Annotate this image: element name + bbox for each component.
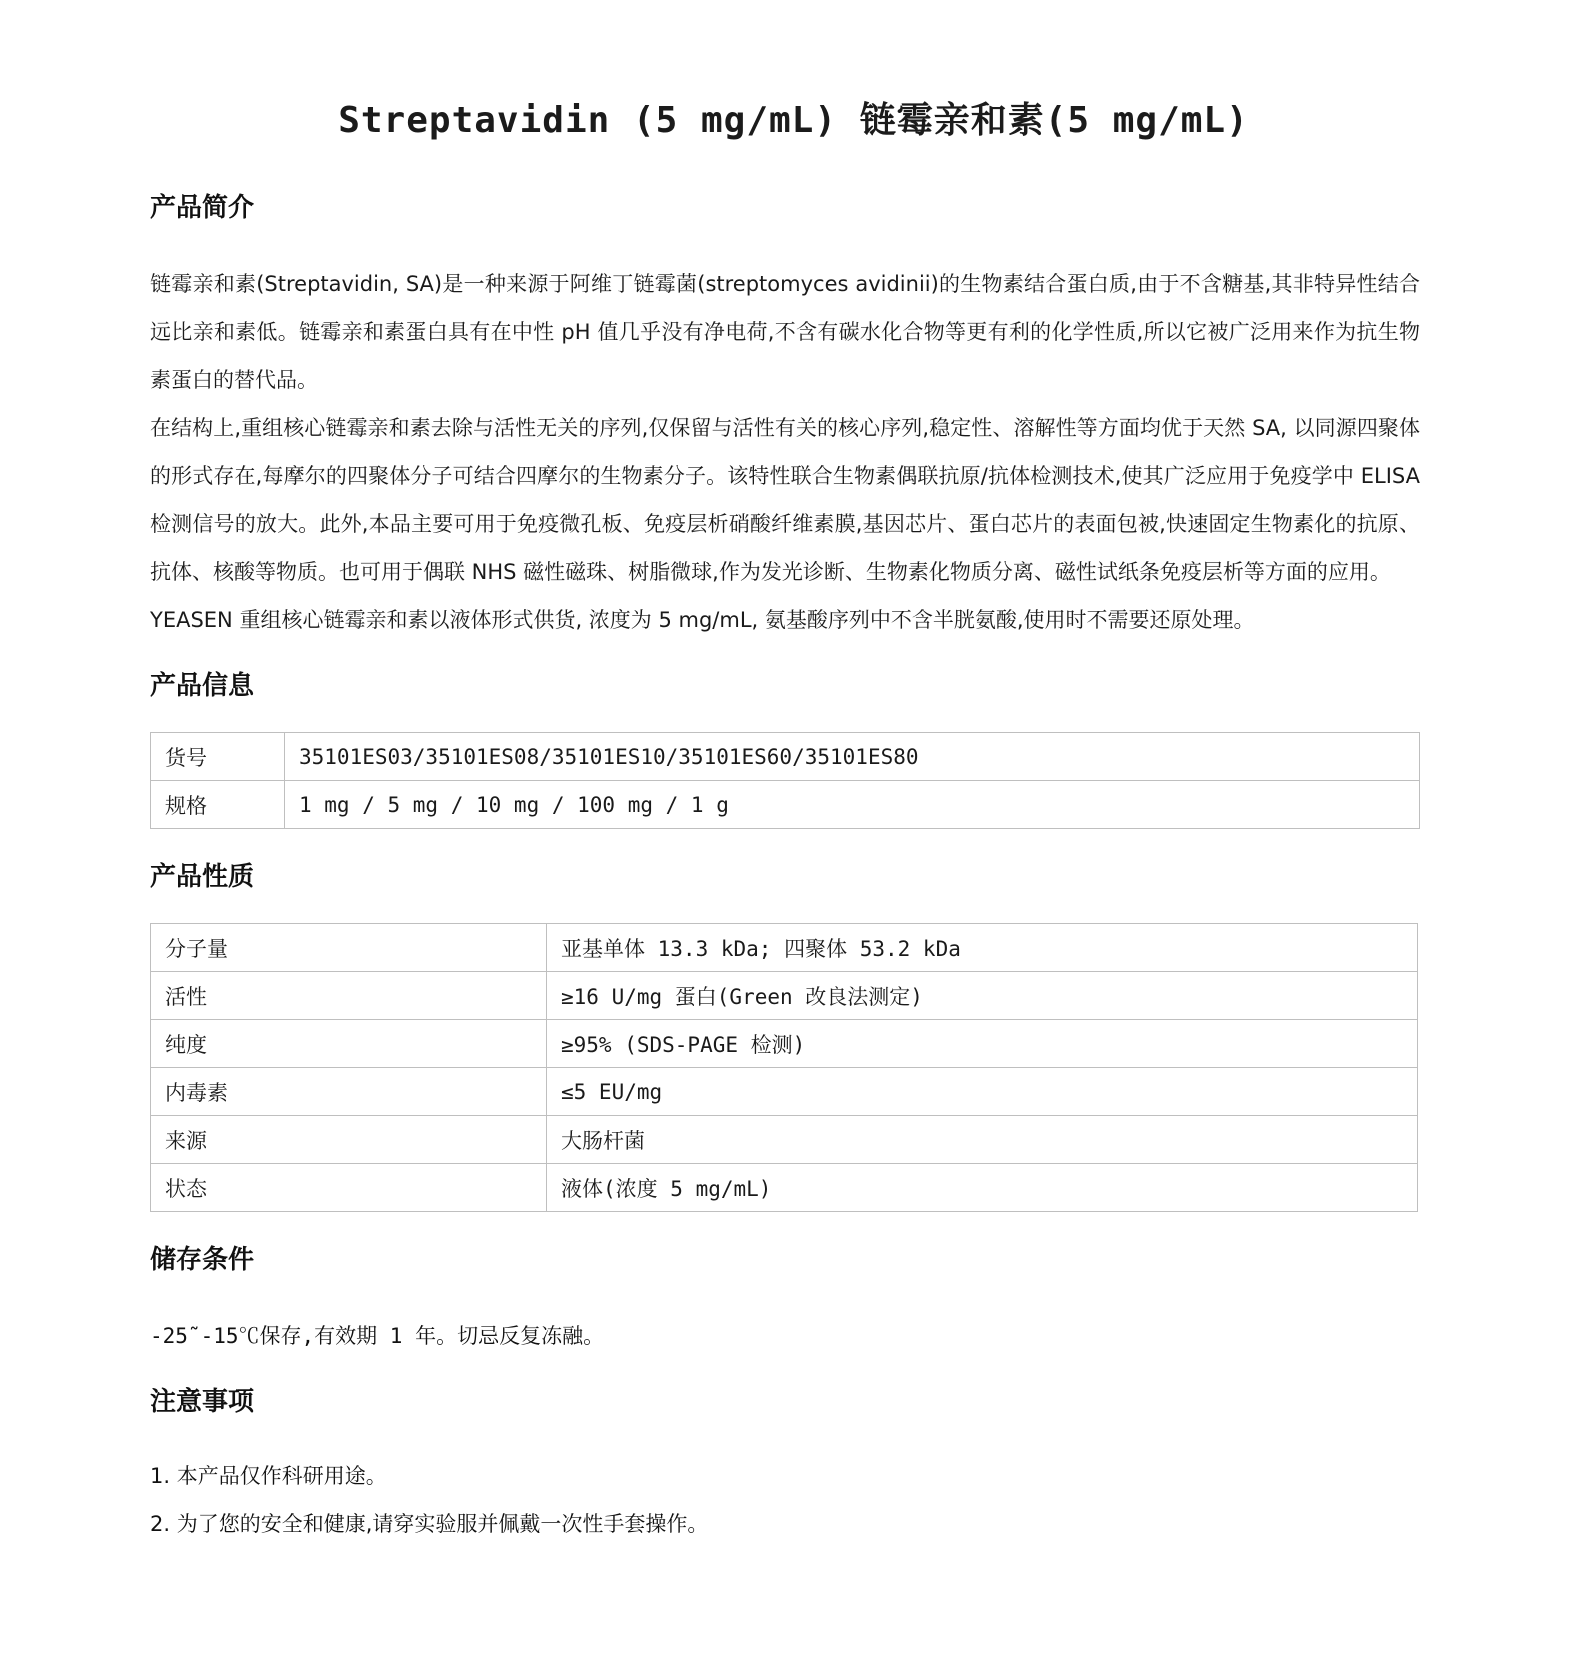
property-key: 纯度	[151, 1020, 547, 1068]
table-row	[151, 781, 1420, 829]
intro-paragraph: YEASEN 重组核心链霉亲和素以液体形式供货, 浓度为 5 mg/mL, 氨基酸序列中不含半胱氨酸,使用时不需要还原处理。	[150, 608, 1255, 632]
product-properties-table	[150, 923, 1418, 1212]
intro-heading: 产品简介	[150, 193, 255, 223]
property-value: 液体(浓度 5 mg/mL)	[547, 1164, 1418, 1212]
table-row	[151, 1164, 1418, 1212]
document-body	[150, 180, 1420, 1548]
property-value: ≥95% (SDS-PAGE 检测)	[547, 1020, 1418, 1068]
notes-list	[150, 1452, 1420, 1548]
property-key: 分子量	[151, 924, 547, 972]
page-title: Streptavidin (5 mg/mL) 链霉亲和素(5 mg/mL)	[338, 100, 1249, 141]
property-key: 状态	[151, 1164, 547, 1212]
intro-paragraph: 在结构上,重组核心链霉亲和素去除与活性无关的序列,仅保留与活性有关的核心序列,稳定性、溶解性等方面均优于天然 SA, 以同源四聚体的形式存在,每摩尔的四聚体分子可结合四摩尔的生物素分子。该特性联合生物素偶联抗原/抗体检测技术,使其广泛应用于免疫学中 ELISA 检测信号的放大。此外,本品主要可用于免疫微孔板、免疫层析硝酸纤维素膜,基因芯片、蛋白芯片的表面包被,快速固定生物素化的抗原、抗体、核酸等物质。也可用于偶联 NHS 磁性磁珠、树脂微球,作为发光诊断、生物素化物质分离、磁性试纸条免疫层析等方面的应用。	[150, 416, 1420, 584]
storage-text: -25˜-15℃保存,有效期 1 年。切忌反复冻融。	[150, 1324, 605, 1348]
list-item: 2. 为了您的安全和健康,请穿实验服并佩戴一次性手套操作。	[150, 1512, 709, 1536]
property-value: 大肠杆菌	[547, 1116, 1418, 1164]
info-heading: 产品信息	[150, 671, 255, 701]
product-info-table	[150, 732, 1420, 829]
storage-heading: 储存条件	[150, 1245, 255, 1275]
info-value: 1 mg / 5 mg / 10 mg / 100 mg / 1 g	[285, 781, 1420, 829]
table-row	[151, 1116, 1418, 1164]
table-row	[151, 924, 1418, 972]
property-key: 来源	[151, 1116, 547, 1164]
list-item: 1. 本产品仅作科研用途。	[150, 1464, 387, 1488]
table-row	[151, 733, 1420, 781]
property-value: ≤5 EU/mg	[547, 1068, 1418, 1116]
info-value: 35101ES03/35101ES08/35101ES10/35101ES60/35101ES80	[285, 733, 1420, 781]
table-row	[151, 1020, 1418, 1068]
intro-text	[150, 260, 1420, 644]
property-value: ≥16 U/mg 蛋白(Green 改良法测定)	[547, 972, 1418, 1020]
table-row	[151, 1068, 1418, 1116]
notes-heading: 注意事项	[150, 1387, 255, 1417]
table-row	[151, 972, 1418, 1020]
intro-paragraph: 链霉亲和素(Streptavidin, SA)是一种来源于阿维丁链霉菌(streptomyces avidinii)的生物素结合蛋白质,由于不含糖基,其非特异性结合远比亲和素低。链霉亲和素蛋白具有在中性 pH 值几乎没有净电荷,不含有碳水化合物等更有利的化学性质,所以它被广泛用来作为抗生物素蛋白的替代品。	[150, 272, 1420, 392]
property-key: 内毒素	[151, 1068, 547, 1116]
property-key: 活性	[151, 972, 547, 1020]
info-key: 规格	[151, 781, 285, 829]
info-key: 货号	[151, 733, 285, 781]
properties-heading: 产品性质	[150, 862, 255, 892]
property-value: 亚基单体 13.3 kDa; 四聚体 53.2 kDa	[547, 924, 1418, 972]
